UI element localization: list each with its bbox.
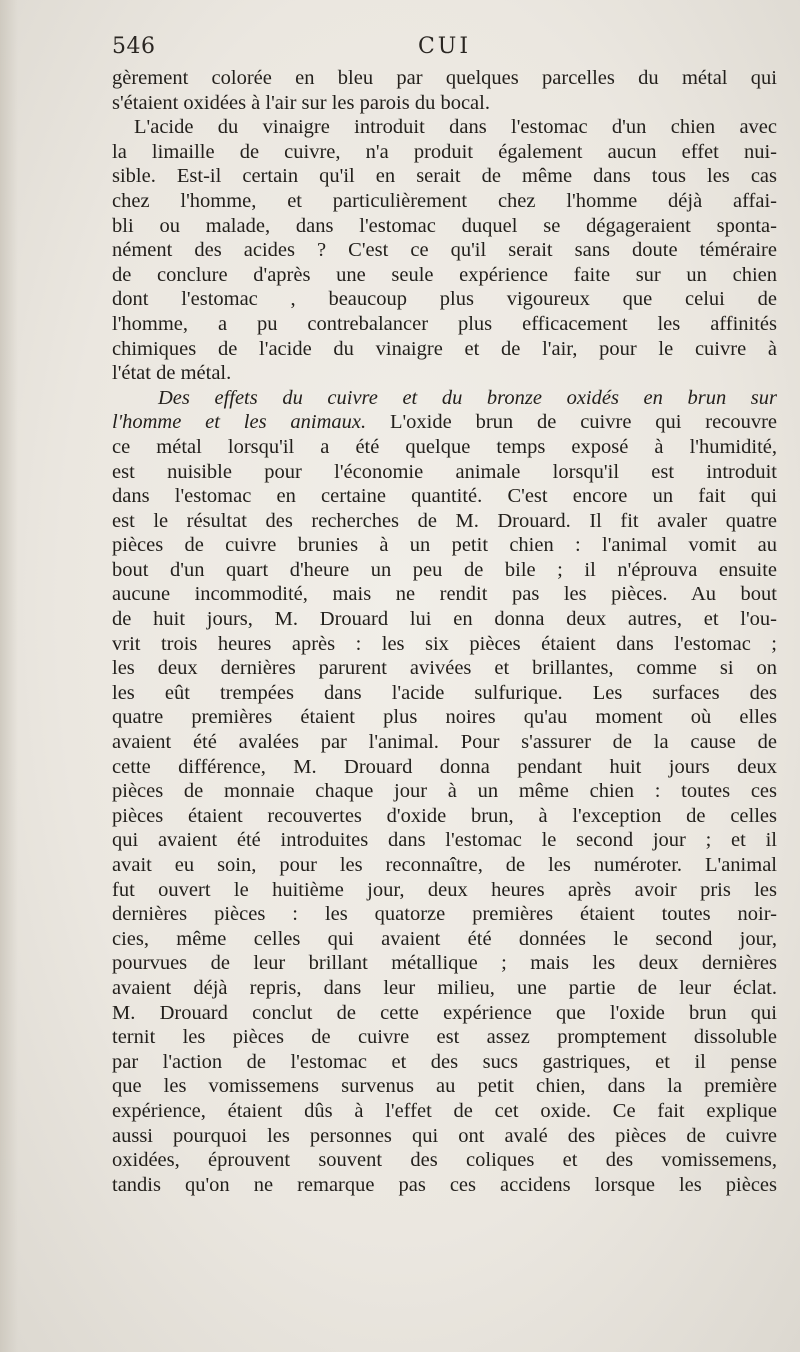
text-line: fut ouvert le huitième jour, deux heures après avoir pris les — [112, 878, 777, 901]
text-line: bli ou malade, dans l'estomac duquel se dégageraient sponta- — [112, 214, 777, 237]
text-line: par l'action de l'estomac et des sucs gastriques, et il pense — [112, 1050, 777, 1073]
text-line: pièces de monnaie chaque jour à un même chien : toutes ces — [112, 780, 777, 803]
text-line: tandis qu'on ne remarque pas ces accidens lorsque les pièces — [112, 1173, 777, 1196]
section-heading: Des effets du cuivre et du bronze oxidés en brun sur — [158, 386, 777, 409]
text-line: dans l'estomac en certaine quantité. C'est encore un fait qui — [112, 485, 777, 508]
body-text — [112, 66, 777, 1197]
text-line — [112, 410, 777, 435]
text-line: pièces de cuivre brunies à un petit chien : l'animal vomit au — [112, 534, 777, 557]
paragraph-bronze — [112, 386, 777, 1198]
text-line: cette différence, M. Drouard donna pendant huit jours deux — [112, 755, 777, 778]
text-line: L'acide du vinaigre introduit dans l'estomac d'un chien avec — [134, 116, 777, 139]
text-line: est le résultat des recherches de M. Drouard. Il fit avaler quatre — [112, 509, 777, 532]
text-line: est nuisible pour l'économie animale lorsqu'il est introduit — [112, 460, 777, 483]
page-edge-shadow — [0, 0, 18, 1352]
text-line: avaient été avalées par l'animal. Pour s'assurer de la cause de — [112, 731, 777, 754]
text-line: de huit jours, M. Drouard lui en donna deux autres, et l'ou- — [112, 608, 777, 631]
text-line: sible. Est-il certain qu'il en serait de même dans tous les cas — [112, 165, 777, 188]
text-line: ternit les pièces de cuivre est assez promptement dissoluble — [112, 1026, 777, 1049]
text-line: aussi pourquoi les personnes qui ont avalé des pièces de cuivre — [112, 1124, 777, 1147]
text-line: nément des acides ? C'est ce qu'il serait sans doute téméraire — [112, 239, 777, 262]
text-line: ce métal lorsqu'il a été quelque temps exposé à l'humidité, — [112, 435, 777, 458]
text-line: la limaille de cuivre, n'a produit également aucun effet nui- — [112, 140, 777, 163]
text-line: chimiques de l'acide du vinaigre et de l'air, pour le cuivre à — [112, 337, 777, 360]
text-line: quatre premières étaient plus noires qu'au moment où elles — [112, 706, 777, 729]
text-line: avaient déjà repris, dans leur milieu, une partie de leur éclat. — [112, 976, 777, 999]
text-line: s'étaient oxidées à l'air sur les parois du bocal. — [112, 91, 490, 114]
text-line: vrit trois heures après : les six pièces étaient dans l'estomac ; — [112, 632, 777, 655]
text-line: M. Drouard conclut de cette expérience que l'oxide brun qui — [112, 1001, 777, 1024]
text-line: de conclure d'après une seule expérience faite sur un chien — [112, 263, 777, 286]
text-line: pourvues de leur brillant métallique ; mais les deux dernières — [112, 952, 777, 975]
text-line: aucune incommodité, mais ne rendit pas les pièces. Au bout — [112, 583, 777, 606]
text-line: gèrement colorée en bleu par quelques parcelles du métal qui — [112, 67, 777, 89]
page-header — [112, 30, 777, 70]
text-line: dont l'estomac , beaucoup plus vigoureux que celui de — [112, 288, 777, 311]
text-line: l'état de métal. — [112, 362, 232, 385]
text-line: que les vomissemens survenus au petit chien, dans la première — [112, 1075, 777, 1098]
text-line: avait eu soin, pour les reconnaître, de les numéroter. L'animal — [112, 854, 777, 876]
text-line: l'homme, a pu contrebalancer plus efficacement les affinités — [112, 312, 777, 335]
page-number: 546 — [112, 34, 156, 59]
text-line: pièces étaient recouvertes d'oxide brun, à l'exception de celles — [112, 804, 777, 827]
text-line: cies, même celles qui avaient été données le second jour, — [112, 927, 777, 950]
text-line: chez l'homme, et particulièrement chez l'homme déjà affai- — [112, 189, 777, 212]
text-line: les deux dernières parurent avivées et brillantes, comme si on — [112, 657, 777, 680]
text-line: oxidées, éprouvent souvent des coliques et des vomissemens, — [112, 1149, 777, 1172]
running-title: CUI — [417, 34, 472, 59]
text-line: bout d'un quart d'heure un peu de bile ; il n'éprouva ensuite — [112, 558, 777, 581]
text-line: les eût trempées dans l'acide sulfurique. Les surfaces des — [112, 681, 777, 704]
text-fragment: L'oxide brun de cuivre qui recouvre — [366, 411, 777, 434]
text-line: expérience, étaient dûs à l'effet de cet oxide. Ce fait explique — [112, 1099, 777, 1122]
section-heading-tail: l'homme et les animaux. — [112, 411, 367, 434]
paragraph-vinaigre — [112, 115, 777, 386]
paragraph-continuation — [112, 66, 777, 115]
text-line: qui avaient été introduites dans l'estomac le second jour ; et il — [112, 829, 777, 852]
text-line: dernières pièces : les quatorze premières étaient toutes noir- — [112, 903, 777, 926]
